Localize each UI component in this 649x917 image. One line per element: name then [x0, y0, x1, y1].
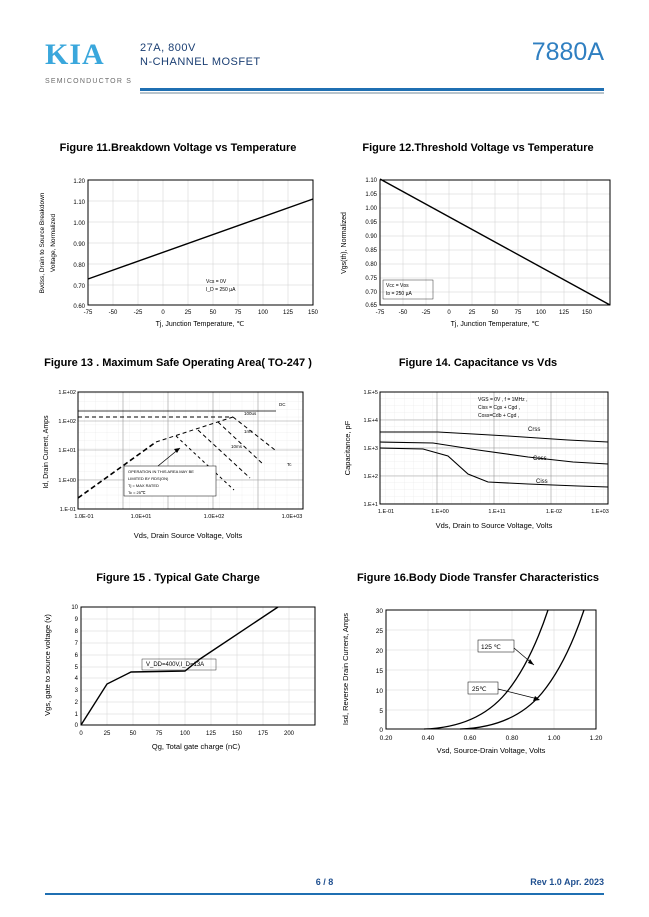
svg-text:Tj, Junction Temperature, ℃: Tj, Junction Temperature, ℃	[450, 321, 540, 328]
svg-text:1.E+02: 1.E+02	[58, 419, 76, 425]
svg-text:25: 25	[468, 310, 476, 316]
part-number: 7880A	[531, 38, 604, 66]
svg-text:0.95: 0.95	[365, 220, 377, 226]
svg-text:LIMITED BY RDS(ON): LIMITED BY RDS(ON)	[128, 476, 169, 481]
svg-text:25: 25	[184, 310, 192, 316]
svg-text:0.80: 0.80	[365, 262, 377, 268]
figures-container	[28, 140, 628, 785]
svg-text:1.10: 1.10	[73, 200, 85, 206]
figure-row-3	[28, 570, 628, 785]
figure-15-plot	[28, 585, 328, 760]
svg-text:Iᴅ = 250 µA: Iᴅ = 250 µA	[386, 291, 412, 297]
svg-text:1.E+02: 1.E+02	[58, 390, 76, 396]
svg-text:Vgs(th), Normalized: Vgs(th), Normalized	[341, 212, 348, 274]
svg-text:Voltage, Normalized: Voltage, Normalized	[50, 213, 57, 273]
svg-text:100us: 100us	[244, 411, 257, 416]
svg-text:1.E+11: 1.E+11	[488, 509, 506, 515]
svg-text:8: 8	[74, 629, 78, 635]
svg-text:100: 100	[179, 731, 191, 737]
device-type: N-CHANNEL MOSFET	[140, 56, 261, 68]
svg-text:Ciss = Cgs + Cgd ,: Ciss = Cgs + Cgd ,	[478, 405, 520, 411]
svg-text:Bvdss, Drain to Source Breakdo: Bvdss, Drain to Source Breakdown	[39, 192, 46, 294]
svg-text:125: 125	[282, 310, 294, 316]
svg-text:1.05: 1.05	[365, 192, 377, 198]
figure-13	[28, 355, 328, 570]
svg-text:DC: DC	[279, 402, 286, 407]
svg-text:V_DD=400V,I_D=13A: V_DD=400V,I_D=13A	[146, 662, 205, 668]
svg-text:150: 150	[581, 310, 593, 316]
svg-text:4: 4	[74, 676, 78, 682]
svg-text:1.0E+01: 1.0E+01	[130, 514, 152, 520]
device-rating: 27A, 800V	[140, 42, 196, 54]
svg-text:Capacitance, pF: Capacitance, pF	[343, 420, 352, 476]
svg-text:0.20: 0.20	[379, 735, 393, 742]
svg-text:-25: -25	[421, 310, 431, 316]
svg-text:125: 125	[558, 310, 570, 316]
header-rule-secondary	[140, 92, 604, 94]
svg-text:Vds, Drain to Source Voltage,: Vds, Drain to Source Voltage, Volts	[435, 521, 553, 530]
page-header	[0, 30, 649, 100]
svg-text:1.E+4: 1.E+4	[363, 418, 378, 424]
svg-text:0.85: 0.85	[365, 248, 377, 254]
figure-12-title: Figure 12.Threshold Voltage vs Temperature	[362, 142, 594, 154]
svg-text:0.60: 0.60	[463, 735, 477, 742]
svg-text:1.20: 1.20	[73, 179, 85, 185]
svg-text:3: 3	[74, 688, 78, 694]
svg-text:15: 15	[375, 668, 383, 675]
svg-text:1.E+3: 1.E+3	[363, 446, 378, 452]
svg-text:75: 75	[155, 731, 163, 737]
svg-text:Coss: Coss	[533, 456, 547, 462]
svg-text:Coss=Cdb + Cgd ,: Coss=Cdb + Cgd ,	[478, 413, 520, 419]
svg-text:50: 50	[491, 310, 499, 316]
figure-14-title: Figure 14. Capacitance vs Vds	[398, 357, 558, 369]
svg-text:VGS = 0V , f = 1MHz ,: VGS = 0V , f = 1MHz ,	[478, 397, 528, 403]
figure-row-1	[28, 140, 628, 355]
svg-text:1.0E-01: 1.0E-01	[74, 514, 94, 520]
svg-text:Tj = MAX RATED: Tj = MAX RATED	[128, 483, 159, 488]
svg-text:0: 0	[447, 310, 451, 316]
figure-16	[328, 570, 628, 785]
svg-text:Tc = 25℃: Tc = 25℃	[128, 490, 146, 495]
svg-text:25: 25	[375, 628, 383, 635]
company-logo-subtitle: SEMICONDUCTOR S	[45, 78, 133, 85]
svg-text:I_D = 250 µA: I_D = 250 µA	[206, 287, 236, 293]
figure-11-plot	[28, 155, 328, 330]
svg-text:6: 6	[74, 653, 78, 659]
company-logo: KIA	[45, 38, 105, 71]
figure-15	[28, 570, 328, 785]
figure-16-title: Figure 16.Body Diode Transfer Characteristics	[356, 572, 600, 584]
figure-11	[28, 140, 328, 355]
svg-text:Id, Drain Current, Amps: Id, Drain Current, Amps	[43, 415, 50, 489]
svg-text:0.65: 0.65	[365, 303, 377, 309]
header-rule-primary	[140, 88, 604, 91]
svg-text:Tc: Tc	[287, 462, 292, 467]
svg-text:Vds, Drain Source Voltage, Vol: Vds, Drain Source Voltage, Volts	[133, 531, 243, 540]
svg-text:1.0E+02: 1.0E+02	[203, 514, 225, 520]
svg-text:-50: -50	[108, 310, 118, 316]
svg-text:1: 1	[74, 712, 78, 718]
svg-text:30: 30	[375, 608, 383, 615]
svg-text:1.00: 1.00	[547, 735, 561, 742]
svg-text:1.20: 1.20	[589, 735, 603, 742]
figure-12-plot	[328, 155, 628, 330]
svg-text:1.E+00: 1.E+00	[58, 478, 76, 484]
svg-text:1.E-01: 1.E-01	[59, 507, 76, 513]
svg-text:175: 175	[257, 731, 269, 737]
svg-text:0.70: 0.70	[365, 290, 377, 296]
svg-text:1ms: 1ms	[244, 429, 253, 434]
svg-text:Isd, Reverse Drain Current, Am: Isd, Reverse Drain Current, Amps	[341, 612, 350, 726]
svg-text:150: 150	[307, 310, 319, 316]
svg-text:Vsd, Source-Drain Voltage, Vol: Vsd, Source-Drain Voltage, Volts	[436, 746, 546, 755]
svg-text:100: 100	[535, 310, 547, 316]
svg-text:0.90: 0.90	[365, 234, 377, 240]
svg-text:1.10: 1.10	[365, 178, 377, 184]
svg-text:1.00: 1.00	[73, 221, 85, 227]
svg-text:0: 0	[379, 727, 383, 734]
svg-text:0: 0	[74, 723, 78, 729]
svg-text:Ciss: Ciss	[536, 479, 548, 485]
svg-text:5: 5	[74, 665, 78, 671]
svg-text:125: 125	[205, 731, 217, 737]
svg-text:25℃: 25℃	[472, 686, 487, 693]
figure-14-plot	[328, 370, 628, 545]
figure-12	[328, 140, 628, 355]
figure-row-2	[28, 355, 628, 570]
svg-text:25: 25	[103, 731, 111, 737]
svg-text:-75: -75	[375, 310, 385, 316]
svg-text:100: 100	[257, 310, 269, 316]
svg-text:75: 75	[514, 310, 522, 316]
svg-text:1.E+00: 1.E+00	[431, 509, 449, 515]
svg-text:OPERATION IN THIS AREA MAY BE: OPERATION IN THIS AREA MAY BE	[128, 469, 194, 474]
svg-text:1.0E+03: 1.0E+03	[281, 514, 303, 520]
svg-text:Tj, Junction Temperature, ℃: Tj, Junction Temperature, ℃	[155, 321, 245, 328]
figure-11-title: Figure 11.Breakdown Voltage vs Temperature	[59, 142, 297, 154]
svg-text:0.80: 0.80	[73, 263, 85, 269]
svg-text:Vᴄᴄ = Vᴅs: Vᴄᴄ = Vᴅs	[386, 283, 409, 289]
svg-text:Vᴄs = 0V: Vᴄs = 0V	[206, 279, 227, 285]
svg-text:50: 50	[129, 731, 137, 737]
figure-13-title: Figure 13 . Maximum Safe Operating Area( TO-247 )	[44, 357, 312, 369]
svg-text:1.00: 1.00	[365, 206, 377, 212]
svg-text:0: 0	[161, 310, 165, 316]
svg-text:Crss: Crss	[528, 427, 541, 433]
svg-text:9: 9	[74, 617, 78, 623]
svg-text:Qg, Total gate charge (nC): Qg, Total gate charge (nC)	[151, 742, 241, 751]
svg-text:-75: -75	[83, 310, 93, 316]
figure-15-title: Figure 15 . Typical Gate Charge	[96, 572, 260, 584]
svg-text:1.E+5: 1.E+5	[363, 390, 378, 396]
svg-text:0.75: 0.75	[365, 276, 377, 282]
svg-text:0.40: 0.40	[421, 735, 435, 742]
svg-text:20: 20	[375, 648, 383, 655]
figure-16-plot	[328, 585, 628, 760]
svg-text:0.90: 0.90	[73, 242, 85, 248]
svg-text:0.80: 0.80	[505, 735, 519, 742]
svg-text:150: 150	[231, 731, 243, 737]
svg-text:75: 75	[234, 310, 242, 316]
svg-text:10: 10	[375, 688, 383, 695]
figure-13-plot	[28, 370, 328, 545]
svg-text:10ms: 10ms	[231, 444, 243, 449]
svg-text:0: 0	[79, 731, 83, 737]
svg-text:7: 7	[74, 641, 78, 647]
svg-text:125 ℃: 125 ℃	[481, 644, 501, 651]
svg-text:1.E-01: 1.E-01	[377, 509, 395, 515]
svg-text:Vgs, gate to source voltage (v: Vgs, gate to source voltage (v)	[43, 614, 52, 716]
figure-14	[328, 355, 628, 570]
svg-text:200: 200	[283, 731, 295, 737]
svg-text:0.60: 0.60	[73, 304, 85, 310]
svg-text:1.E+03: 1.E+03	[591, 509, 609, 515]
page-number: 6 / 8	[315, 877, 334, 887]
svg-text:5: 5	[379, 708, 383, 715]
svg-text:2: 2	[74, 700, 78, 706]
svg-text:1.E+1: 1.E+1	[363, 502, 378, 508]
svg-text:1.E+2: 1.E+2	[363, 474, 378, 480]
svg-text:1.E-02: 1.E-02	[545, 509, 563, 515]
svg-text:0.70: 0.70	[73, 284, 85, 290]
footer-rule	[45, 893, 604, 895]
svg-text:10: 10	[71, 605, 78, 611]
revision-label: Rev 1.0 Apr. 2023	[530, 877, 604, 887]
svg-text:-50: -50	[398, 310, 408, 316]
svg-text:50: 50	[209, 310, 217, 316]
svg-text:1.E+01: 1.E+01	[58, 448, 76, 454]
svg-text:-25: -25	[133, 310, 143, 316]
